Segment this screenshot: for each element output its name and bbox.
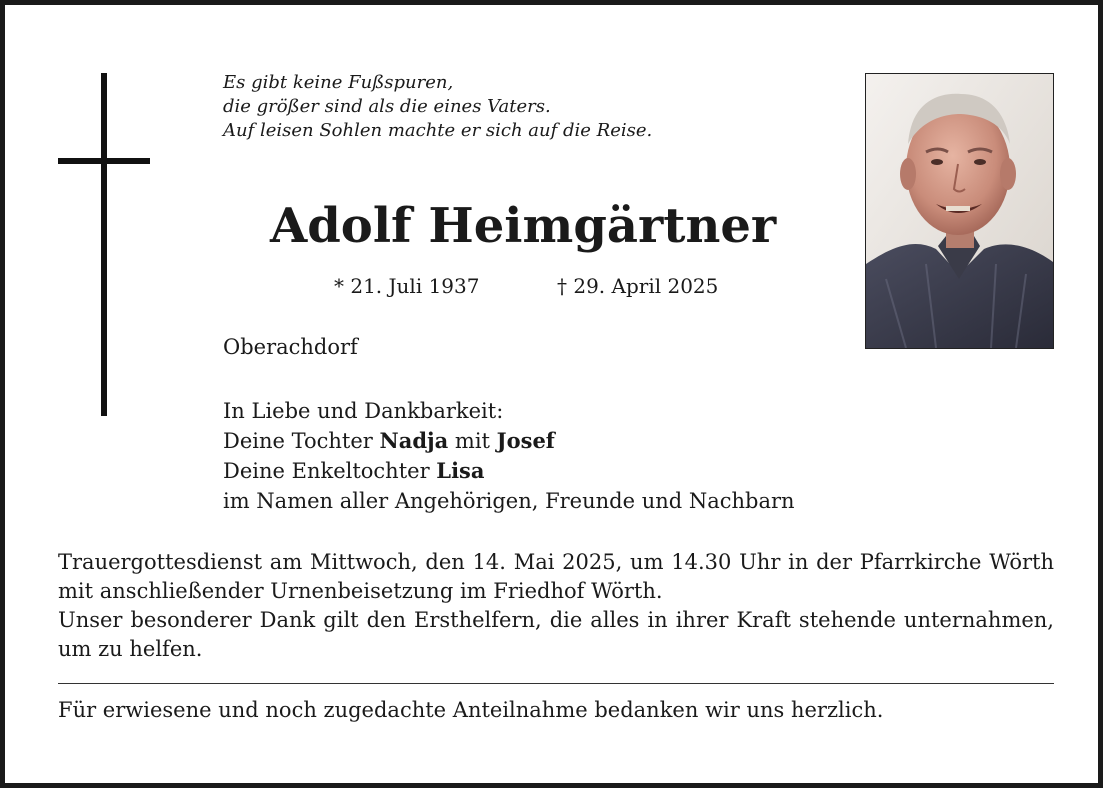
portrait-image xyxy=(866,74,1053,348)
poem xyxy=(223,71,652,143)
divider xyxy=(58,683,1054,684)
service-details xyxy=(58,548,1054,664)
cross-icon-bar xyxy=(58,158,150,164)
partner-name: Josef xyxy=(496,428,555,453)
poem-line: Es gibt keine Fußspuren, xyxy=(223,72,454,93)
death-date: † 29. April 2025 xyxy=(557,274,719,298)
poem-line: Auf leisen Sohlen machte er sich auf die Reise. xyxy=(223,120,653,141)
daughter-name: Nadja xyxy=(379,428,449,453)
service-paragraph: Trauergottesdienst am Mittwoch, den 14. Mai 2025, um 14.30 Uhr in der Pfarrkirche Wörth mit anschließender Urnenbeisetzung im Friedhof Wörth. xyxy=(58,550,1054,603)
poem-line: die größer sind als die eines Vaters. xyxy=(223,96,551,117)
deceased-name: Adolf Heimgärtner xyxy=(270,198,777,254)
hometown: Oberachdorf xyxy=(223,335,358,359)
granddaughter-name: Lisa xyxy=(436,458,485,483)
mourners-block xyxy=(223,396,795,516)
mourner-line-granddaughter xyxy=(223,456,795,486)
daughter-prefix: Deine Tochter xyxy=(223,429,373,453)
mourners-others: im Namen aller Angehörigen, Freunde und Nachbarn xyxy=(223,489,795,513)
cross-icon xyxy=(101,73,107,416)
birth-date: * 21. Juli 1937 xyxy=(334,274,480,298)
closing-thanks: Für erwiesene und noch zugedachte Anteilnahme bedanken wir uns herzlich. xyxy=(58,698,884,722)
mourners-intro: In Liebe und Dankbarkeit: xyxy=(223,399,504,423)
mourner-line-daughter xyxy=(223,426,795,456)
portrait-photo xyxy=(865,73,1054,349)
granddaughter-prefix: Deine Enkeltochter xyxy=(223,459,430,483)
thanks-first-responders: Unser besonderer Dank gilt den Ersthelfern, die alles in ihrer Kraft stehende unternahmen, um zu helfen. xyxy=(58,608,1054,661)
daughter-with: mit xyxy=(454,429,490,453)
